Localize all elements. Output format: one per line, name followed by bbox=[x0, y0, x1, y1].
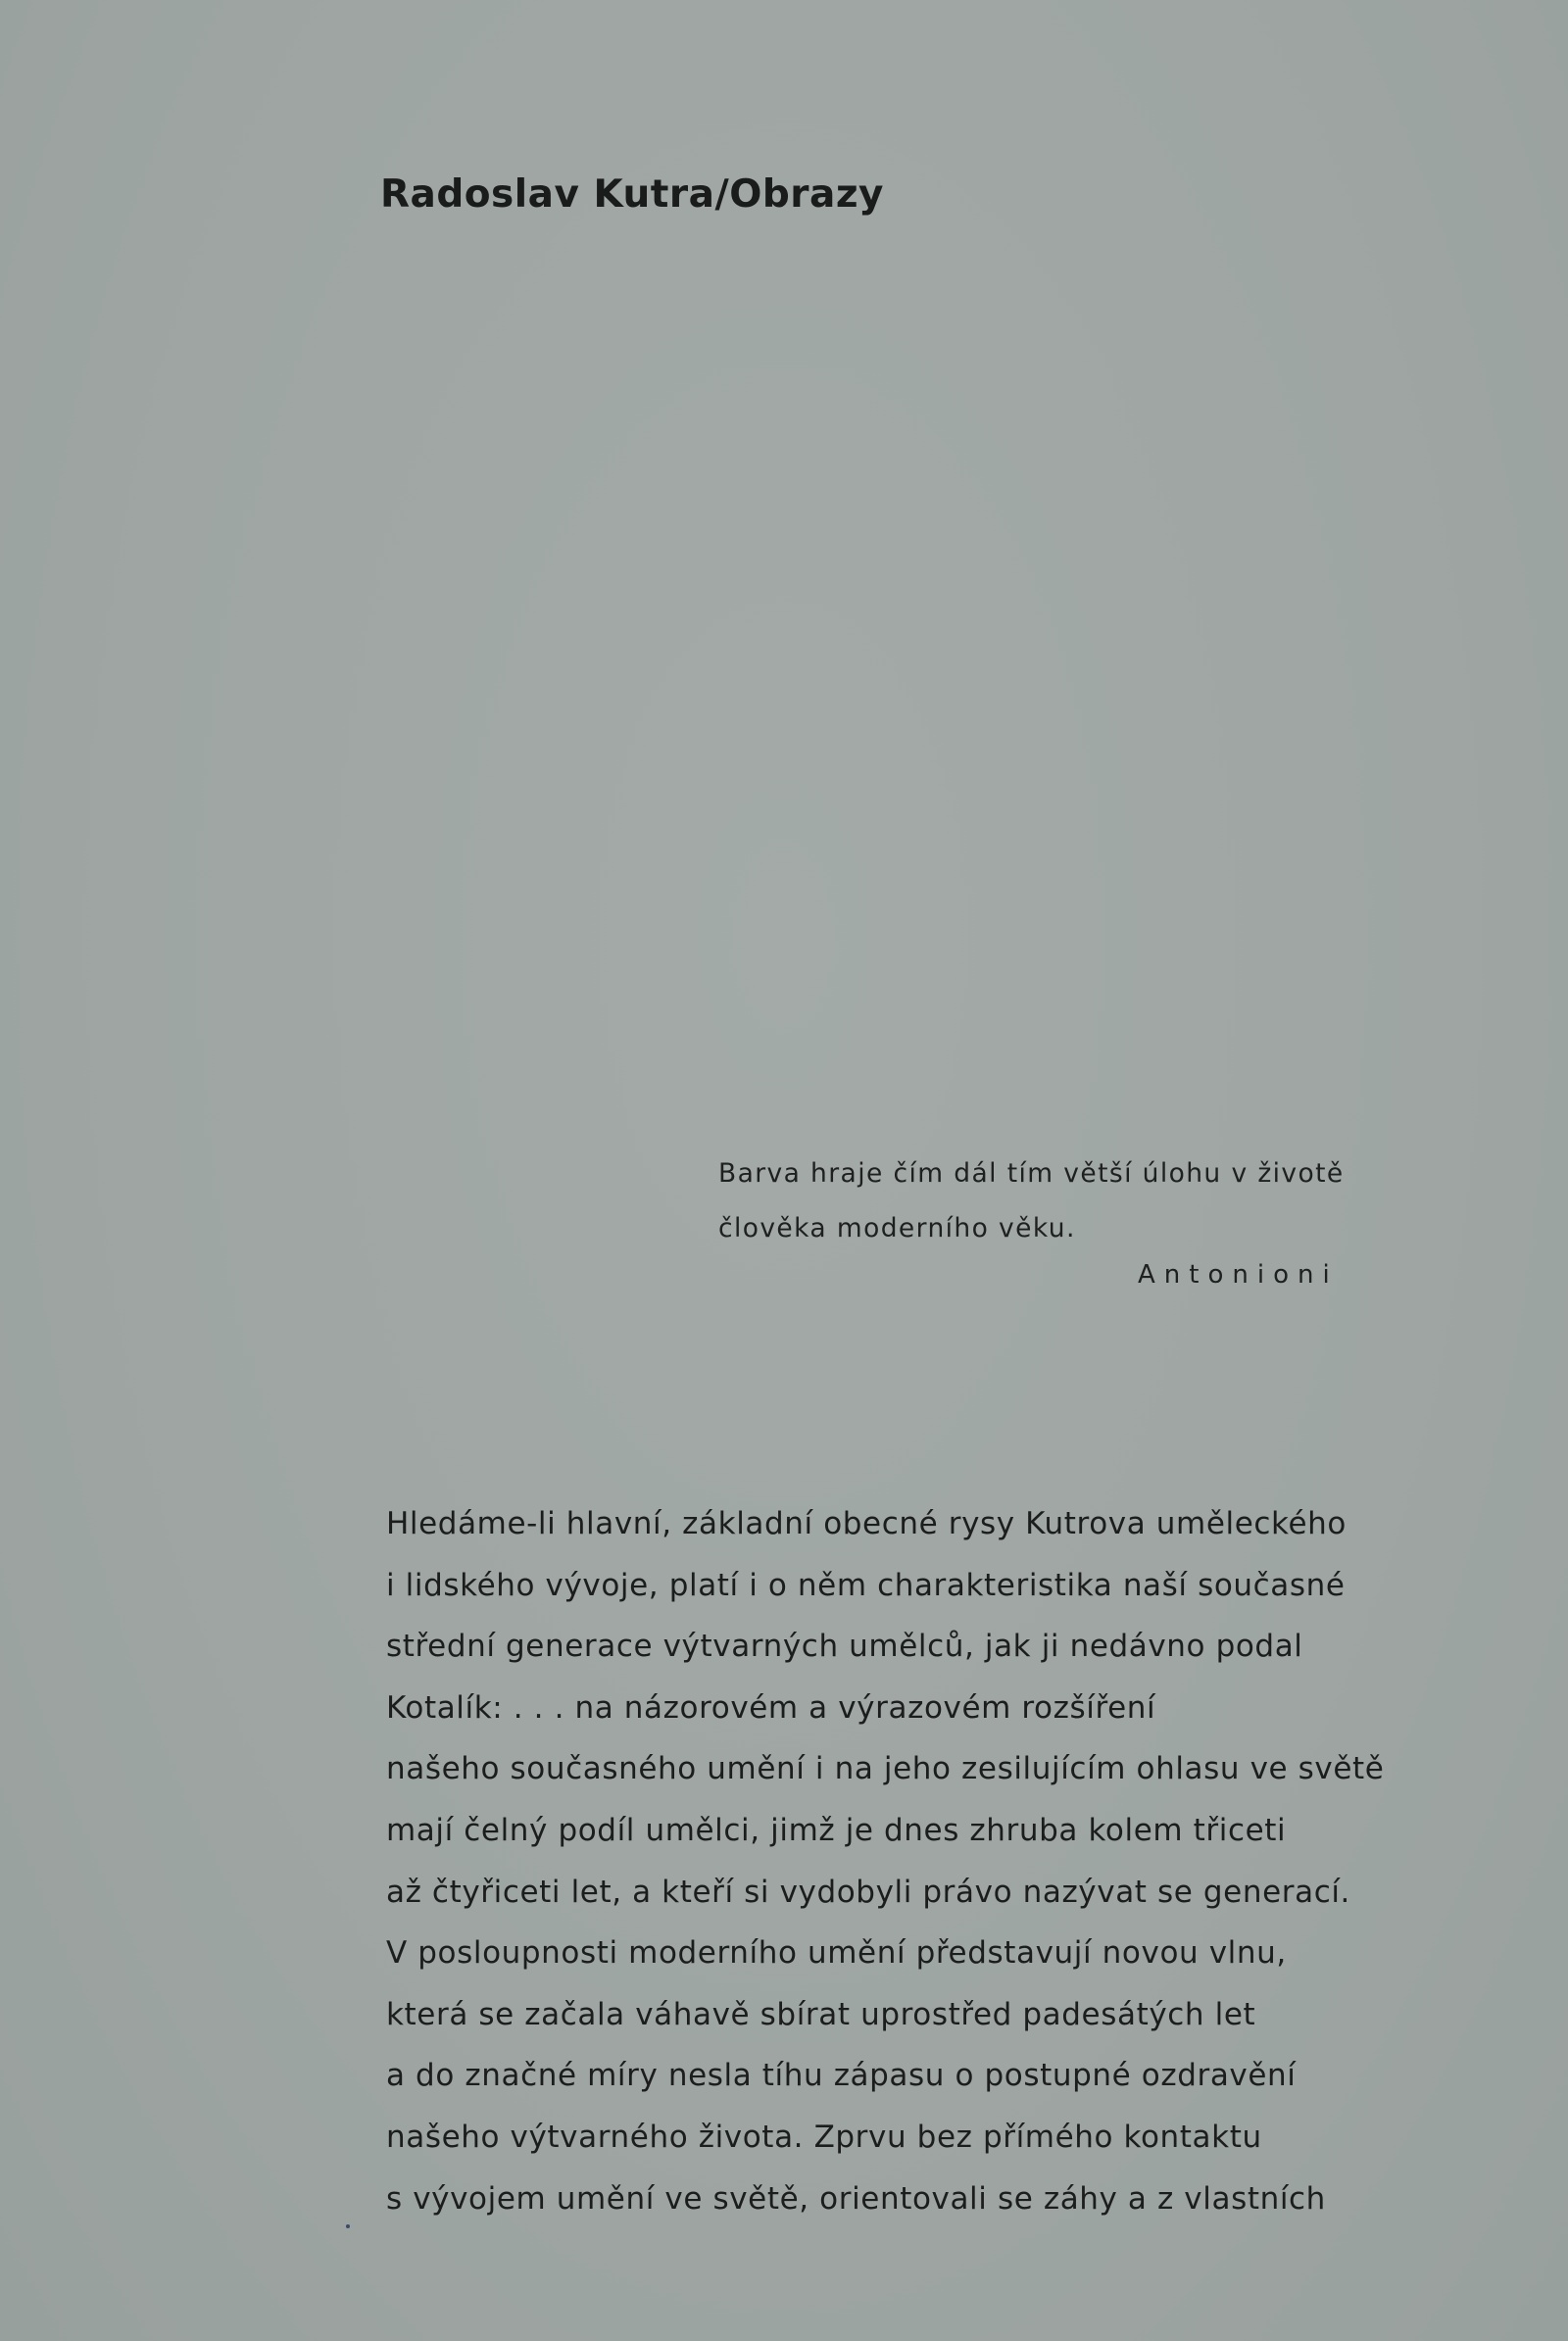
epigraph-line: člověka moderního věku. bbox=[718, 1213, 1076, 1244]
page-title: Radoslav Kutra/Obrazy bbox=[380, 172, 884, 217]
ink-speck bbox=[346, 2224, 350, 2228]
epigraph-line: Barva hraje čím dál tím větší úlohu v životě bbox=[718, 1158, 1345, 1189]
body-line: s vývojem umění ve světě, orientovali se záhy a z vlastních bbox=[386, 2180, 1326, 2217]
body-line: Hledáme-li hlavní, základní obecné rysy Kutrova uměleckého bbox=[386, 1506, 1347, 1541]
body-line: až čtyřiceti let, a kteří si vydobyli právo nazývat se generací. bbox=[386, 1874, 1351, 1910]
body-line: Kotalík: . . . na názorovém a výrazovém rozšíření bbox=[386, 1689, 1156, 1726]
epigraph bbox=[718, 1146, 1424, 1256]
body-line: V posloupnosti moderního umění představují novou vlnu, bbox=[386, 1935, 1287, 1972]
body-line: našeho výtvarného života. Zprvu bez přímého kontaktu bbox=[386, 2119, 1262, 2155]
body-line: i lidského vývoje, platí i o něm charakteristika naší současné bbox=[386, 1567, 1346, 1603]
body-line: která se začala váhavě sbírat uprostřed padesátých let bbox=[386, 1996, 1256, 2032]
body-line: mají čelný podíl umělci, jimž je dnes zhruba kolem třiceti bbox=[386, 1812, 1287, 1848]
body-line: a do značné míry nesla tíhu zápasu o postupné ozdravění bbox=[386, 2058, 1297, 2094]
body-text bbox=[386, 1493, 1425, 2229]
body-line: našeho současného umění i na jeho zesilujícím ohlasu ve světě bbox=[386, 1751, 1385, 1787]
epigraph-author: Antonioni bbox=[1138, 1260, 1339, 1290]
body-line: střední generace výtvarných umělců, jak ji nedávno podal bbox=[386, 1629, 1303, 1665]
